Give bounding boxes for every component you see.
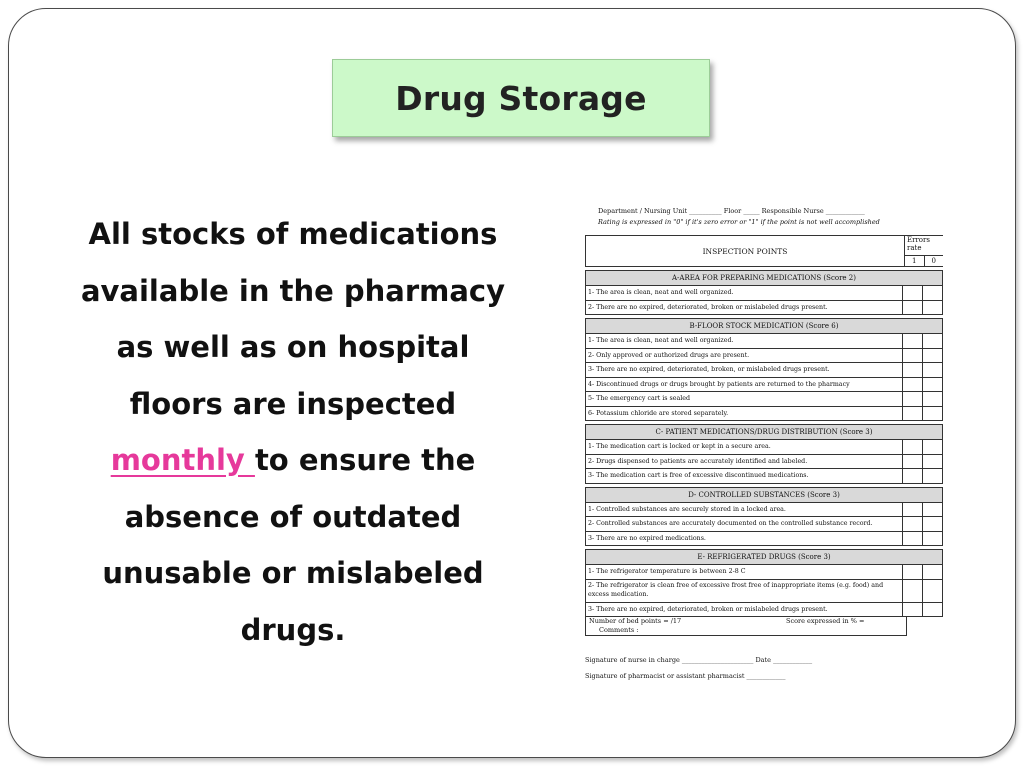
form-row-text: 3- There are no expired, deteriorated, broken, or mislabeled drugs present.	[586, 363, 903, 377]
form-checkbox-cell[interactable]	[923, 440, 943, 454]
form-checkbox-cell[interactable]	[903, 469, 923, 483]
form-row-text: 3- There are no expired medications.	[586, 532, 903, 546]
form-checkbox-cell[interactable]	[903, 580, 923, 602]
body-line-tail: to ensure the	[254, 443, 476, 477]
form-checkbox-cell[interactable]	[903, 532, 923, 546]
highlight-word-monthly: monthly	[110, 443, 255, 477]
col-errors	[905, 236, 943, 266]
form-checkbox-cell[interactable]	[923, 565, 943, 579]
body-line: available in the pharmacy	[80, 273, 506, 308]
form-row-text: 2- Only approved or authorized drugs are present.	[586, 349, 903, 363]
form-row-text: 1- The refrigerator temperature is between 2-8 C	[586, 565, 903, 579]
form-section-title: D- CONTROLLED SUBSTANCES (Score 3)	[585, 487, 943, 503]
form-checkbox-cell[interactable]	[923, 334, 943, 348]
form-row	[585, 565, 943, 580]
form-checkbox-cell[interactable]	[903, 407, 923, 421]
form-row-text: 2- There are no expired, deteriorated, broken or mislabeled drugs present.	[586, 301, 903, 315]
form-row	[585, 503, 943, 518]
form-checkbox-cell[interactable]	[923, 378, 943, 392]
form-checkbox-cell[interactable]	[903, 392, 923, 406]
form-row-text: 6- Potassium chloride are stored separately.	[586, 407, 903, 421]
form-checkbox-cell[interactable]	[923, 517, 943, 531]
title-box	[332, 59, 710, 137]
col-errors-sub	[905, 255, 943, 266]
score-expressed: Score expressed in % =	[786, 617, 865, 625]
form-row	[585, 517, 943, 532]
form-section-title: B-FLOOR STOCK MEDICATION (Score 6)	[585, 318, 943, 334]
form-row-text: 2- Controlled substances are accurately documented on the controlled substance record.	[586, 517, 903, 531]
form-row	[585, 407, 943, 422]
form-row-text: 3- There are no expired, deteriorated, broken or mislabeled drugs present.	[586, 603, 903, 617]
form-checkbox-cell[interactable]	[923, 286, 943, 300]
col-errors-1: 1	[912, 257, 917, 265]
nurse-signature-line: Signature of nurse in charge ______________________ Date ____________	[585, 656, 813, 664]
form-checkbox-cell[interactable]	[923, 455, 943, 469]
form-checkbox-cell[interactable]	[923, 503, 943, 517]
form-checkbox-cell[interactable]	[903, 517, 923, 531]
form-checkbox-cell[interactable]	[923, 392, 943, 406]
form-checkbox-cell[interactable]	[903, 349, 923, 363]
col-errors-label: Errors rate	[907, 236, 930, 252]
body-text	[80, 206, 506, 658]
form-checkbox-cell[interactable]	[923, 532, 943, 546]
form-checkbox-cell[interactable]	[903, 334, 923, 348]
form-row-text: 5- The emergency cart is sealed	[586, 392, 903, 406]
form-section-title: C- PATIENT MEDICATIONS/DRUG DISTRIBUTION (Score 3)	[585, 424, 943, 440]
col-inspection-points: INSPECTION POINTS	[585, 236, 905, 266]
pharmacist-signature-line: Signature of pharmacist or assistant pharmacist ____________	[585, 672, 786, 680]
form-row	[585, 378, 943, 393]
form-row	[585, 532, 943, 547]
form-row-text: 4- Discontinued drugs or drugs brought by patients are returned to the pharmacy	[586, 378, 903, 392]
inspection-form	[580, 206, 944, 680]
form-row	[585, 286, 943, 301]
form-checkbox-cell[interactable]	[903, 565, 923, 579]
form-checkbox-cell[interactable]	[903, 378, 923, 392]
col-errors-0: 0	[924, 256, 944, 266]
form-row-text: 2- Drugs dispensed to patients are accurately identified and labeled.	[586, 455, 903, 469]
form-row-text: 1- The area is clean, neat and well organized.	[586, 334, 903, 348]
form-row	[585, 603, 943, 618]
form-row-text: 1- Controlled substances are securely stored in a locked area.	[586, 503, 903, 517]
form-checkbox-cell[interactable]	[923, 580, 943, 602]
form-checkbox-cell[interactable]	[903, 440, 923, 454]
form-row	[585, 363, 943, 378]
body-line: absence of outdated	[124, 499, 462, 534]
form-checkbox-cell[interactable]	[923, 301, 943, 315]
form-section-title: A-AREA FOR PREPARING MEDICATIONS (Score 2)	[585, 270, 943, 286]
body-line: drugs.	[240, 612, 346, 647]
form-row	[585, 301, 943, 316]
form-row	[585, 469, 943, 484]
form-row	[585, 580, 943, 603]
form-checkbox-cell[interactable]	[903, 363, 923, 377]
body-line: as well as on hospital	[116, 330, 470, 364]
form-checkbox-cell[interactable]	[923, 469, 943, 483]
form-row-text: 1- The area is clean, neat and well organized.	[586, 286, 903, 300]
form-sections	[585, 270, 943, 617]
body-line-highlight	[80, 432, 506, 489]
form-row	[585, 440, 943, 455]
grid-header	[585, 236, 943, 267]
form-header-line: Department / Nursing Unit __________ Floor _____ Responsible Nurse ____________	[598, 207, 865, 215]
form-checkbox-cell[interactable]	[903, 286, 923, 300]
form-row	[585, 455, 943, 470]
form-rating-line: Rating is expressed in "0" if it's zero error or "1" if the point is not well accomplished	[598, 218, 880, 226]
form-checkbox-cell[interactable]	[923, 349, 943, 363]
form-row	[585, 349, 943, 364]
inspection-grid	[585, 235, 943, 684]
form-row-text: 2- The refrigerator is clean free of excessive frost free of inappropriate items (e.g. food) and excess medication.	[586, 580, 903, 602]
body-line: floors are inspected	[129, 386, 457, 421]
body-line: unusable or mislabeled	[102, 556, 484, 590]
body-line: All stocks of medications	[88, 217, 498, 251]
form-footer	[585, 617, 907, 636]
form-checkbox-cell[interactable]	[923, 407, 943, 421]
form-checkbox-cell[interactable]	[923, 603, 943, 617]
form-section-title: E- REFRIGERATED DRUGS (Score 3)	[585, 549, 943, 565]
form-checkbox-cell[interactable]	[903, 301, 923, 315]
form-checkbox-cell[interactable]	[903, 503, 923, 517]
comments-label: Comments :	[599, 626, 639, 634]
form-checkbox-cell[interactable]	[923, 363, 943, 377]
form-checkbox-cell[interactable]	[903, 455, 923, 469]
form-checkbox-cell[interactable]	[903, 603, 923, 617]
form-row	[585, 334, 943, 349]
form-row-text: 1- The medication cart is locked or kept in a secure area.	[586, 440, 903, 454]
bed-points: Number of bed points = /17	[589, 617, 682, 625]
form-row-text: 3- The medication cart is free of excessive discontinued medications.	[586, 469, 903, 483]
slide-title: Drug Storage	[395, 78, 647, 118]
form-row	[585, 392, 943, 407]
